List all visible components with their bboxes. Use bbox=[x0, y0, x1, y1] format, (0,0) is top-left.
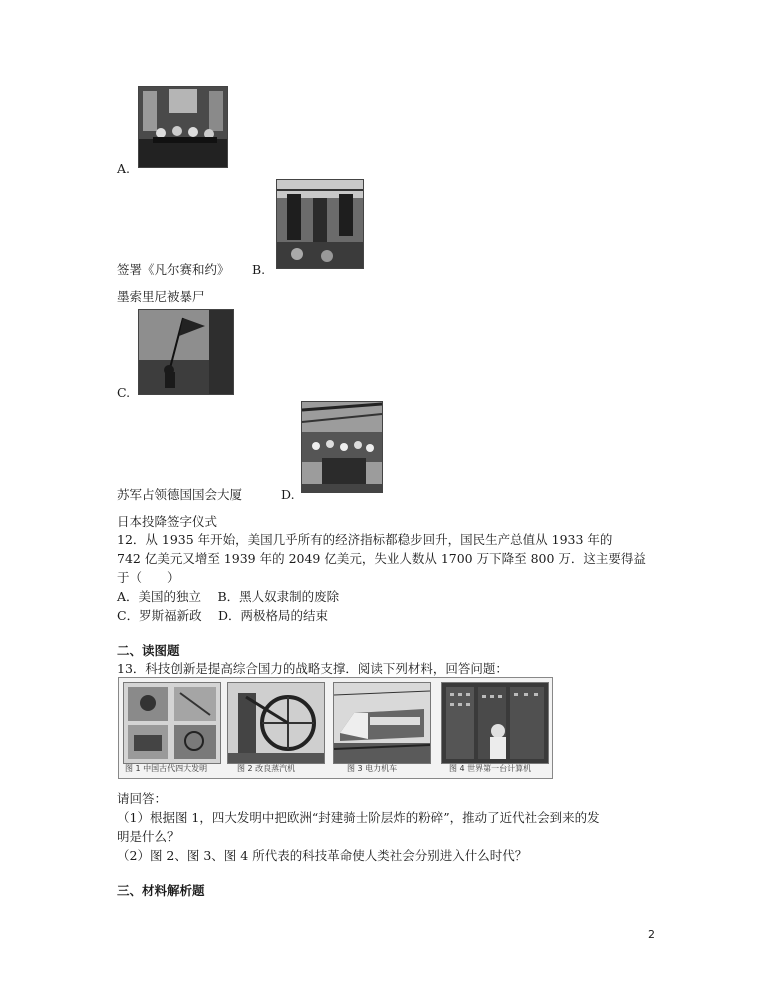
section2-title: 二、读图题 bbox=[117, 643, 180, 658]
photo-reichstag-flag bbox=[138, 309, 234, 395]
option-b-letter: B. bbox=[252, 262, 266, 277]
option-c-letter: C. bbox=[117, 385, 131, 400]
option-d-caption: 日本投降签字仪式 bbox=[117, 514, 218, 529]
q13-sub2: （2）图 2、图 3、图 4 所代表的科技革命使人类社会分别进入什么时代？ bbox=[117, 848, 528, 863]
section3-title: 三、材料解析题 bbox=[117, 883, 205, 898]
q13-figure-strip bbox=[118, 677, 553, 779]
option-d-letter: D. bbox=[281, 487, 295, 502]
q12-line1: 12．从 1935 年开始，美国几乎所有的经济指标都稳步回升，国民生产总值从 1933 年的 bbox=[117, 532, 613, 547]
q12-line2: 742 亿美元又增至 1939 年的 2049 亿美元，失业人数从 1700 万下降至 800 万．这主要得益 bbox=[117, 551, 646, 566]
fig4-caption: 图 4 世界第一台计算机 bbox=[449, 764, 532, 773]
q13-stem: 13．科技创新是提高综合国力的战略支撑．阅读下列材料，回答问题： bbox=[117, 661, 508, 676]
fig1-caption: 图 1 中国古代四大发明 bbox=[125, 764, 208, 773]
photo-japan-surrender bbox=[301, 401, 383, 493]
photo-versailles-signing bbox=[138, 86, 228, 168]
option-c-caption: 苏军占领德国国会大厦 bbox=[117, 487, 243, 502]
page-number: 2 bbox=[648, 928, 655, 941]
option-a-letter: A. bbox=[117, 161, 131, 176]
q12-line3: 于（ ） bbox=[117, 570, 180, 585]
photo-mussolini-corpse bbox=[276, 179, 364, 269]
option-b-caption: 墨索里尼被暴尸 bbox=[117, 289, 205, 304]
fig1-four-inventions bbox=[123, 682, 221, 764]
q13-sub1-line1: （1）根据图 1，四大发明中把欧洲“封建骑士阶层炸的粉碎”，推动了近代社会到来的发 bbox=[117, 810, 600, 825]
q12-options-row2: C．罗斯福新政 D．两极格局的结束 bbox=[117, 608, 329, 623]
fig2-caption: 图 2 改良蒸汽机 bbox=[237, 764, 296, 773]
fig3-electric-locomotive bbox=[333, 682, 431, 764]
option-a-caption: 签署《凡尔赛和约》 bbox=[117, 262, 230, 277]
fig4-first-computer bbox=[441, 682, 549, 764]
q13-sub1-line2: 明是什么？ bbox=[117, 829, 180, 844]
q12-options-row1: A．美国的独立 B．黑人奴隶制的废除 bbox=[117, 589, 340, 604]
fig3-caption: 图 3 电力机车 bbox=[347, 764, 398, 773]
fig2-steam-engine bbox=[227, 682, 325, 764]
q13-prompt: 请回答： bbox=[117, 791, 168, 806]
